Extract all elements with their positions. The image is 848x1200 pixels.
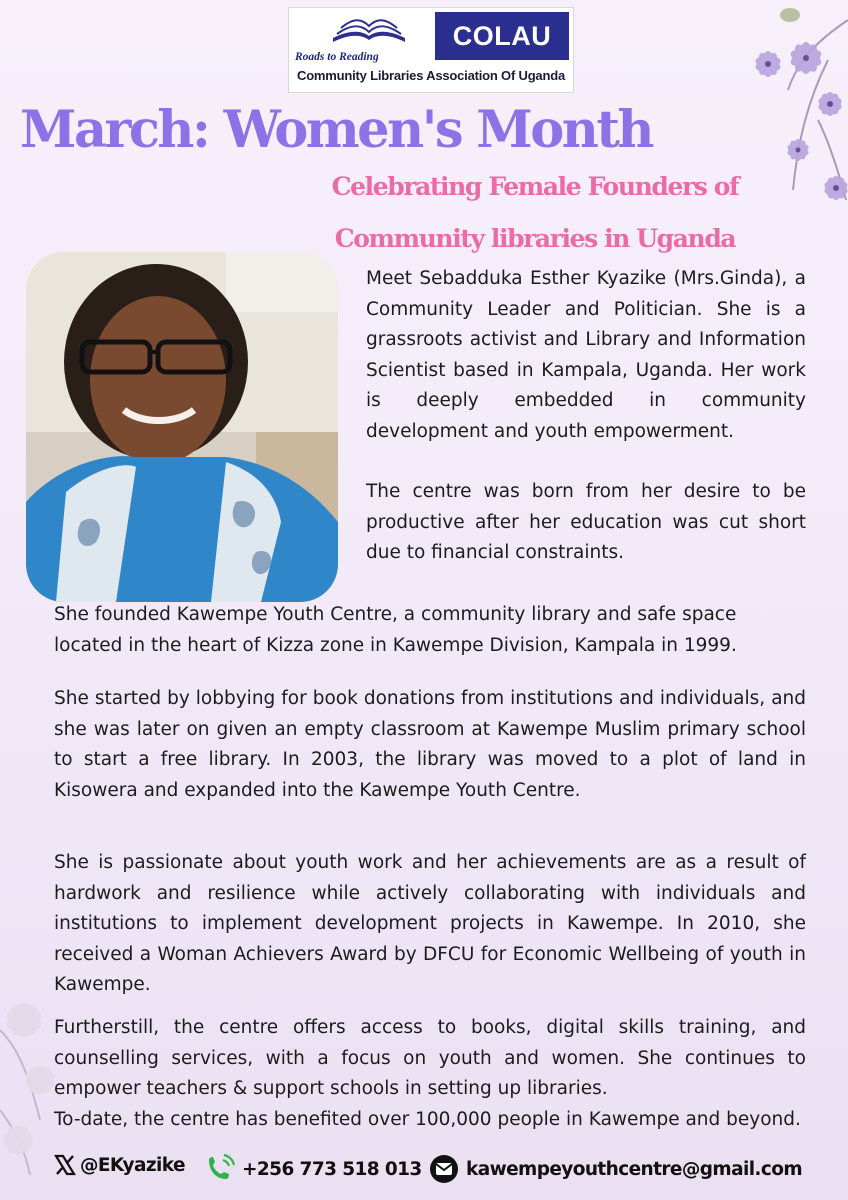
- phone-icon: [204, 1154, 238, 1184]
- x-handle: @EKyazike: [80, 1154, 185, 1176]
- started-paragraph: She started by lobbying for book donations from institutions and individuals, and she was later on given an empty classroom at Kawempe Muslim primary school to start a free library. In 2003, the library was moved to a plot of land in Kisowera and expanded into the Kawempe Youth Centre.: [54, 688, 806, 801]
- logo-tagline: Roads to Reading: [295, 51, 379, 63]
- subtitle-line-1: Celebrating Female Founders of: [331, 172, 739, 201]
- intro-paragraph-2: The centre was born from her desire to be productive after her education was cut short due to financial constraints.: [366, 481, 806, 563]
- portrait-photo: [26, 252, 338, 602]
- email-address: kawempeyouthcentre@gmail.com: [466, 1158, 803, 1180]
- flower-decoration-top-right: [698, 0, 848, 240]
- x-logo-icon: [54, 1154, 76, 1176]
- phone-number: +256 773 518 013: [242, 1158, 422, 1180]
- logo-name: COLAU: [435, 12, 569, 60]
- passion-paragraph: She is passionate about youth work and her achievements are as a result of hardwork and resilience while actively collaborating with individuals and institutions to implement development projects in Kawempe. In 2010, she received a Woman Achievers Award by DFCU for Economic Wellbeing of youth in Kawempe.: [54, 852, 806, 995]
- further-text: [54, 1013, 806, 1135]
- subtitle-line-2: Community libraries in Uganda: [334, 224, 736, 253]
- intro-text: [366, 264, 806, 569]
- email-icon: [428, 1154, 462, 1184]
- further-paragraph-2: To-date, the centre has benefited over 100,000 people in Kawempe and beyond.: [54, 1108, 801, 1130]
- x-handle-link[interactable]: [54, 1154, 185, 1176]
- email-link[interactable]: [428, 1154, 802, 1184]
- contact-footer: [54, 1150, 834, 1190]
- logo-full-name: Community Libraries Association Of Uganda: [297, 68, 565, 83]
- founded-paragraph: She founded Kawempe Youth Centre, a community library and safe space located in the heart of Kizza zone in Kawempe Division, Kampala in 1999.: [54, 604, 737, 656]
- logo-top-row: [289, 8, 573, 64]
- intro-paragraph-1: Meet Sebadduka Esther Kyazike (Mrs.Ginda), a Community Leader and Politician. She is a grassroots activist and Library and Information Scientist based in Kampala, Uganda. Her work is deeply embedded in community development and youth empowerment.: [366, 268, 806, 442]
- further-paragraph-1: Furtherstill, the centre offers access to books, digital skills training, and counselling services, with a focus on youth and women. She continues to empower teachers & support schools in setting up libraries.: [54, 1017, 806, 1099]
- colau-logo: [288, 7, 574, 93]
- phone-link[interactable]: [204, 1154, 422, 1184]
- page-title: March: Women's Month: [20, 100, 652, 160]
- book-icon: [329, 12, 409, 44]
